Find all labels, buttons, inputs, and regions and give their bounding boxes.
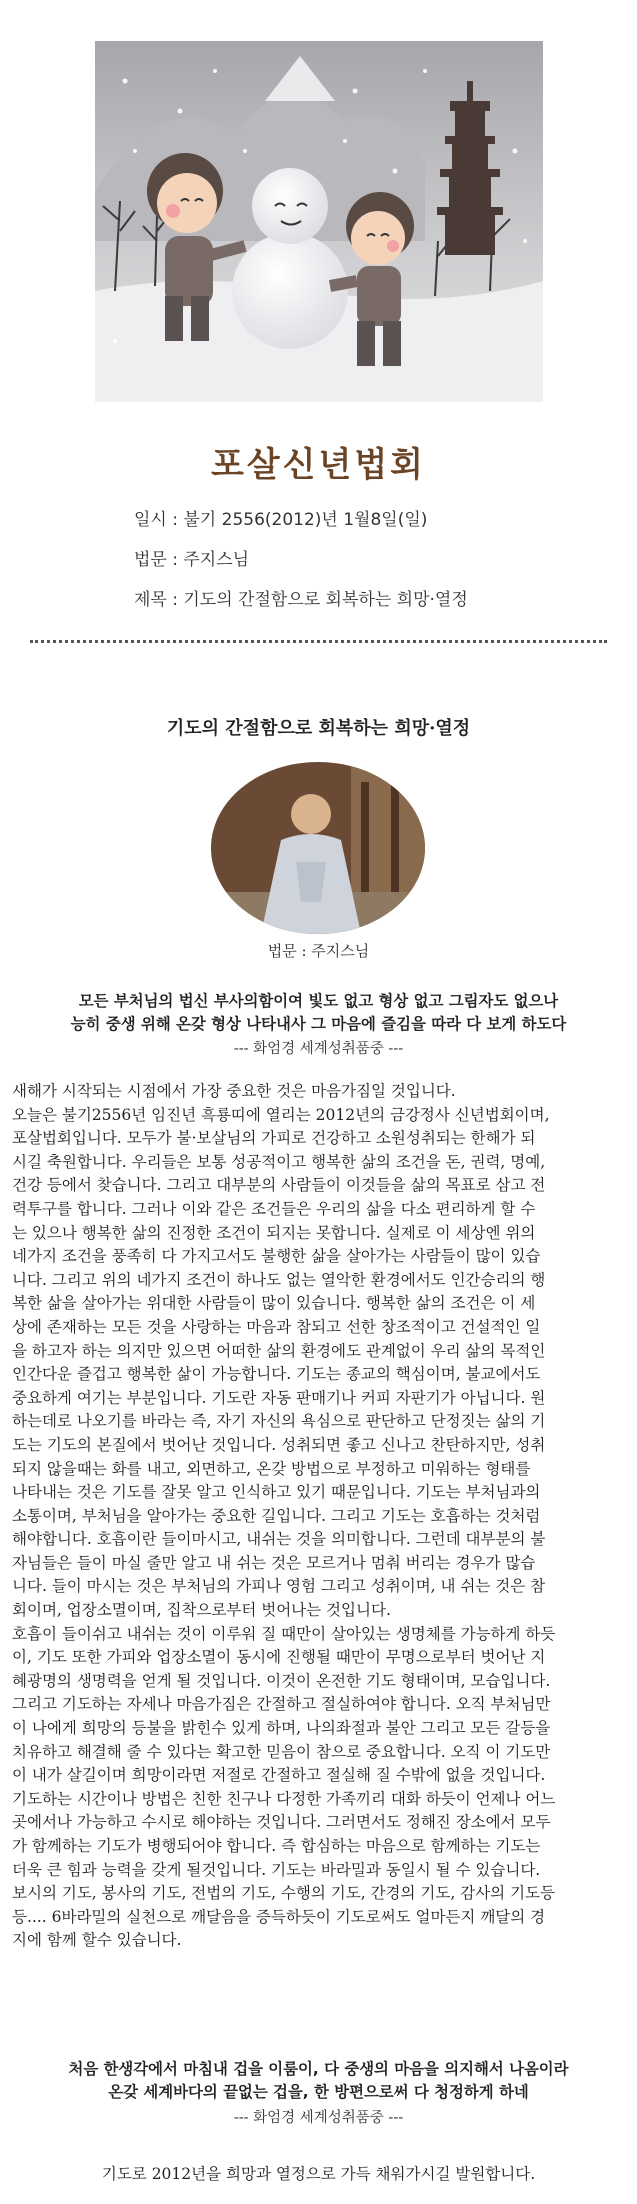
verse-source: --- 화엄경 세계성취품중 ---: [233, 2110, 404, 2126]
body-line: 상에 존재하는 모든 것을 사랑하는 마음과 참되고 선한 창조적이고 건설적인 일: [12, 1317, 541, 1336]
body-line: 나타내는 것은 기도를 잘못 알고 인식하고 있기 때문입니다. 기도는 부처님과의: [12, 1483, 541, 1502]
body-line: 이 내가 살길이며 희망이라면 저절로 간절하고 절실해 질 수밖에 없을 것입니다.: [12, 1766, 546, 1785]
body-line: 중요하게 여기는 부분입니다. 기도란 자동 판매기나 커피 자판기가 아닙니다. 원: [12, 1388, 546, 1407]
body-line: 자님들은 들이 마실 줄만 알고 내 쉬는 것은 모르거나 멈춰 버리는 경우가 많습: [12, 1553, 536, 1572]
body-line: 등.... 6바라밀의 실천으로 깨달음을 증득하듯이 기도로써도 얼마든지 깨달의 경: [12, 1907, 546, 1926]
body-line: 포살법회입니다. 모두가 불·보살님의 가피로 건강하고 소원성취되는 한해가 되: [12, 1129, 536, 1148]
body-line: 이 나에게 희망의 등불을 밝힌수 있게 하며, 나의좌절과 불안 그리고 모든 갈등을: [12, 1719, 551, 1738]
closing-prayer: 기도로 2012년을 희망과 열정으로 가득 채워가시길 발원합니다.: [101, 2165, 536, 2183]
body-line: 니다. 그리고 위의 네가지 조건이 하나도 없는 열악한 환경에서도 인간승리의 행: [12, 1270, 546, 1289]
body-line: 력투구를 합니다. 그러나 이와 같은 조건들은 우리의 삶을 다소 편리하게 할 수: [12, 1199, 536, 1218]
body-line: 인간다운 즐겁고 행복한 삶이 가능합니다. 기도는 종교의 핵심이며, 불교에서도: [12, 1365, 541, 1384]
body-line: 가 함께하는 기도가 병행되어야 합니다. 즉 합심하는 마음으로 함께하는 기도는: [12, 1837, 541, 1855]
closing-verse: [8, 2058, 629, 2104]
verse-source: --- 화엄경 세계성취품중 ---: [233, 1041, 404, 1057]
body-line: 소통이며, 부처님을 알아가는 중요한 길입니다. 그리고 기도는 호흡하는 것처럼: [12, 1506, 541, 1525]
event-speaker: 법문 : 주지스님: [134, 550, 250, 570]
body-line: 니다. 들이 마시는 것은 부처님의 가피나 영험 그리고 성취이며, 내 쉬는 것은 참: [12, 1577, 546, 1596]
body-line: 해야합니다. 호흡이란 들이마시고, 내쉬는 것을 의미합니다. 그런데 대부분의 불: [12, 1530, 546, 1549]
verse-line: 모든 부처님의 법신 부사의함이여 빛도 없고 형상 없고 그림자도 없으나: [78, 992, 559, 1010]
verse-line: 처음 한생각에서 마침내 겁을 이룸이, 다 중생의 마음을 의지해서 나옴이라: [68, 2060, 569, 2078]
body-line: 하는데로 나오기를 바라는 즉, 자기 자신의 욕심으로 판단하고 단정짓는 삶의 기: [12, 1412, 546, 1431]
body-line: 이, 기도 또한 가피와 업장소멸이 동시에 진행될 때만이 무명으로부터 벗어난 지: [12, 1648, 546, 1667]
dotted-divider: [30, 640, 607, 643]
body-line: 도는 기도의 본질에서 벗어난 것입니다. 성취되면 좋고 신나고 찬탄하지만, 성취: [12, 1435, 546, 1454]
body-line: 그리고 기도하는 자세나 마음가짐은 간절하고 절실하여야 합니다. 오직 부처님만: [12, 1695, 551, 1714]
body-line: 되지 않을때는 화를 내고, 외면하고, 온갖 방법으로 부정하고 미워하는 형태를: [12, 1459, 531, 1478]
body-line: 호흡이 들이쉬고 내쉬는 것이 이루워 질 때만이 살아있는 생명체를 가능하게 하듯: [12, 1624, 556, 1643]
body-line: 보시의 기도, 봉사의 기도, 전법의 기도, 수행의 기도, 간경의 기도, 감사의 기도등: [12, 1884, 555, 1903]
body-line: 새해가 시작되는 시점에서 가장 중요한 것은 마음가짐일 것입니다.: [12, 1082, 456, 1100]
sermon-title: 기도의 간절함으로 회복하는 희망·열정: [166, 718, 471, 739]
body-line: 네가지 조건을 풍족히 다 가지고서도 불행한 삶을 살아가는 사람들이 많이 있습: [12, 1247, 541, 1266]
body-line: 기도하는 시간이나 방법은 친한 친구나 다정한 가족끼리 대화 하듯이 언제나 어느: [12, 1789, 556, 1808]
body-line: 회이며, 업장소멸이며, 집착으로부터 벗어나는 것입니다.: [12, 1601, 391, 1620]
body-line: 는 있으나 행복한 삶의 진정한 조건이 되지는 못합니다. 실제로 이 세상엔 위의: [12, 1223, 536, 1242]
body-line: 오늘은 불기2556년 임진년 흑룡띠에 열리는 2012년의 금강정사 신년법회이며,: [12, 1105, 550, 1124]
body-line: 시길 축원합니다. 우리들은 보통 성공적이고 행복한 삶의 조건을 돈, 권력, 명예,: [12, 1152, 546, 1171]
body-line: 건강 등에서 찾습니다. 그리고 대부분의 사람들이 이것들을 삶의 목표로 삼고 전: [12, 1176, 546, 1195]
body-line: 복한 삶을 살아가는 위대한 사람들이 많이 있습니다. 행복한 삶의 조건은 이 세: [12, 1294, 536, 1313]
verse-line: 능히 중생 위해 온갖 형상 나타내사 그 마음에 즐김을 따라 다 보게 하도다: [70, 1015, 567, 1033]
event-topic: 제목 : 기도의 간절함으로 회복하는 희망·열정: [134, 590, 468, 610]
opening-verse: [8, 990, 629, 1036]
monk-portrait: [211, 762, 425, 934]
body-line: 을 하고자 하는 의지만 있으면 어떠한 삶의 환경에도 관계없이 우리 삶의 목적인: [12, 1341, 546, 1360]
portrait-caption: 법문 : 주지스님: [267, 942, 370, 960]
sermon-body: [12, 1080, 626, 1953]
body-line: 치유하고 해결해 줄 수 있다는 확고한 믿음이 참으로 중요합니다. 오직 이 기도만: [12, 1742, 551, 1761]
body-line: 혜광명의 생명력을 얻게 될 것입니다. 이것이 온전한 기도 형태이며, 모습입니다.: [12, 1671, 551, 1690]
body-line: 곳에서나 가능하고 수시로 해야하는 것입니다. 그러면서도 정해진 장소에서 모두: [12, 1813, 551, 1832]
body-line: 지에 함께 할수 있습니다.: [12, 1931, 182, 1950]
event-info: [134, 500, 468, 620]
page-title: 포살신년법회: [210, 445, 427, 485]
event-date: 일시 : 불기 2556(2012)년 1월8일(일): [134, 510, 428, 530]
hero-illustration: [95, 41, 543, 402]
verse-line: 온갖 세계바다의 끝없는 겁을, 한 방편으로써 다 청정하게 하네: [108, 2083, 529, 2101]
body-line: 더욱 큰 힘과 능력을 갖게 될것입니다. 기도는 바라밀과 동일시 될 수 있습니다.: [12, 1860, 541, 1879]
